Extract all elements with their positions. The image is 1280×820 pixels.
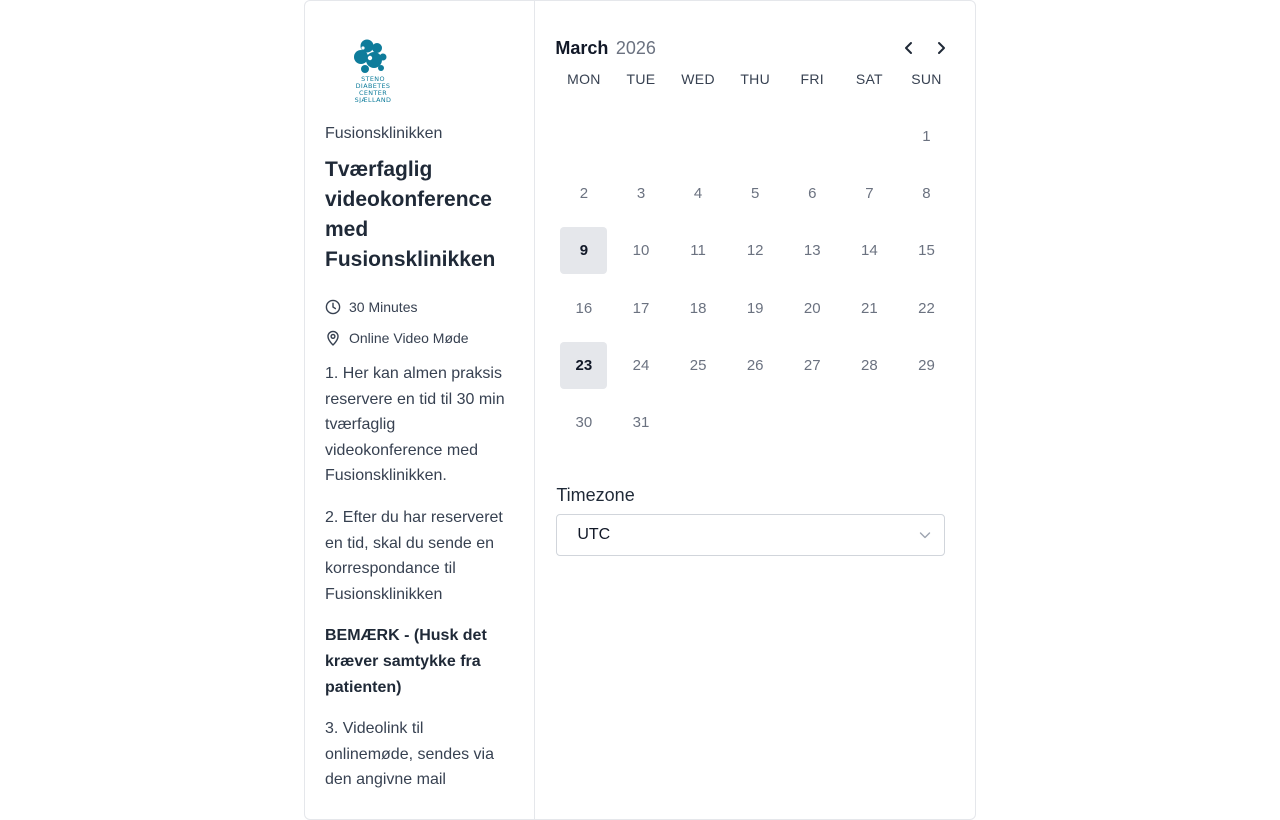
timezone-label: Timezone	[556, 485, 635, 506]
day-cell	[612, 222, 669, 279]
day-cell	[727, 280, 784, 337]
day-cell	[727, 165, 784, 222]
day-blank	[555, 108, 612, 165]
day-number: 11	[690, 242, 706, 260]
organization-name: Fusionsklinikken	[325, 125, 443, 142]
day-number: 5	[751, 185, 760, 203]
description-paragraph-1: 1. Her kan almen praksis reservere en tid til 30 min tværfaglig videokonference med Fusionsklinikken.	[325, 365, 505, 485]
day-number: 25	[689, 356, 707, 374]
day-cell	[555, 394, 612, 451]
day-number: 28	[861, 356, 878, 374]
day-cell	[670, 280, 727, 337]
day-cell	[727, 337, 784, 394]
day-cell	[898, 108, 955, 165]
logo-line-3: CENTER	[358, 89, 388, 97]
day-number: 1	[922, 128, 931, 146]
chevron-left-icon	[901, 40, 917, 56]
day-number: 3	[636, 185, 646, 203]
day-blank	[841, 108, 898, 165]
day-cell	[898, 165, 955, 222]
steno-logo	[341, 37, 405, 103]
duration-row	[325, 291, 514, 322]
next-month-button[interactable]	[929, 36, 953, 60]
timezone-value: UTC	[577, 526, 611, 544]
day-number: 4	[693, 185, 703, 203]
chevron-down-icon	[918, 528, 932, 542]
event-info-panel	[305, 1, 535, 819]
booking-card	[304, 0, 976, 820]
month-title	[555, 38, 656, 59]
day-number: 6	[808, 185, 817, 203]
chevron-right-icon	[933, 40, 949, 56]
available-day-button[interactable]: 9	[560, 227, 607, 274]
day-blank	[612, 108, 669, 165]
month-nav	[897, 36, 953, 60]
day-number: 19	[746, 299, 764, 317]
day-number: 27	[803, 356, 821, 374]
day-cell	[784, 337, 841, 394]
weekday-header	[555, 68, 955, 90]
day-number: 8	[922, 185, 931, 203]
logo-line-2: DIABETES	[355, 82, 391, 90]
day-number: 10	[632, 242, 650, 260]
day-cell	[670, 222, 727, 279]
consent-note: BEMÆRK - (Husk det kræver samtykke fra patienten)	[325, 627, 487, 696]
event-meta	[325, 291, 514, 353]
day-number: 15	[918, 242, 935, 260]
day-cell	[898, 222, 955, 279]
day-cell	[612, 337, 669, 394]
event-description	[325, 361, 514, 793]
day-blank	[784, 108, 841, 165]
logo-line-1: STENO	[361, 75, 385, 83]
day-cell	[555, 165, 612, 222]
weekday-sun: SUN	[911, 71, 942, 87]
day-cell	[612, 394, 669, 451]
day-cell	[670, 337, 727, 394]
weekday-thu: THU	[740, 71, 771, 87]
day-cell	[727, 222, 784, 279]
day-cell	[841, 280, 898, 337]
duration-text: 30 Minutes	[349, 298, 418, 315]
day-number: 14	[861, 242, 878, 260]
prev-month-button[interactable]	[897, 36, 921, 60]
day-cell	[898, 280, 955, 337]
day-grid	[555, 108, 955, 451]
available-day-button[interactable]: 23	[560, 342, 607, 389]
day-cell	[784, 280, 841, 337]
weekday-fri: FRI	[800, 71, 824, 87]
day-number: 17	[632, 299, 650, 317]
weekday-mon: MON	[567, 71, 601, 87]
day-number: 22	[918, 299, 935, 317]
day-cell	[784, 165, 841, 222]
day-number: 7	[865, 185, 874, 203]
day-number: 13	[803, 242, 821, 260]
map-pin-icon	[325, 330, 341, 346]
calendar-panel	[535, 1, 975, 819]
location-row	[325, 322, 514, 353]
logo-line-4: SJÆLLAND	[354, 96, 392, 103]
day-cell	[898, 337, 955, 394]
day-cell	[612, 280, 669, 337]
day-cell	[841, 165, 898, 222]
day-blank	[727, 108, 784, 165]
day-number: 2	[579, 185, 589, 203]
day-cell	[841, 222, 898, 279]
year: 2026	[615, 37, 656, 58]
day-number: 12	[746, 242, 764, 260]
day-cell	[612, 165, 669, 222]
timezone-select[interactable]	[556, 514, 945, 556]
day-number: 21	[861, 299, 878, 317]
weekday-sat: SAT	[855, 71, 883, 87]
month-header	[555, 34, 955, 62]
day-cell	[784, 222, 841, 279]
event-title: Tværfaglig videokonference med Fusionsklinikken	[325, 158, 496, 271]
day-blank	[670, 108, 727, 165]
description-paragraph-2: 2. Efter du har reserveret en tid, skal du sende en korrespondance til Fusionsklinikken	[325, 508, 503, 603]
day-number: 18	[689, 299, 707, 317]
day-cell[interactable]	[555, 337, 612, 394]
day-number: 29	[918, 356, 935, 374]
day-number: 16	[575, 299, 593, 317]
month-name: March	[555, 37, 609, 58]
weekday-wed: WED	[681, 71, 715, 87]
day-cell	[555, 280, 612, 337]
weekday-tue: TUE	[626, 71, 656, 87]
day-cell	[670, 165, 727, 222]
day-number: 30	[575, 414, 593, 432]
description-paragraph-3: 3. Videolink til onlinemøde, sendes via den angivne mail	[325, 720, 494, 789]
day-number: 20	[803, 299, 821, 317]
location-text: Online Video Møde	[349, 329, 469, 346]
day-cell[interactable]	[555, 222, 612, 279]
day-number: 26	[746, 356, 764, 374]
clock-icon	[325, 299, 341, 315]
day-number: 24	[632, 356, 650, 374]
day-cell	[841, 337, 898, 394]
day-number: 31	[632, 414, 650, 432]
